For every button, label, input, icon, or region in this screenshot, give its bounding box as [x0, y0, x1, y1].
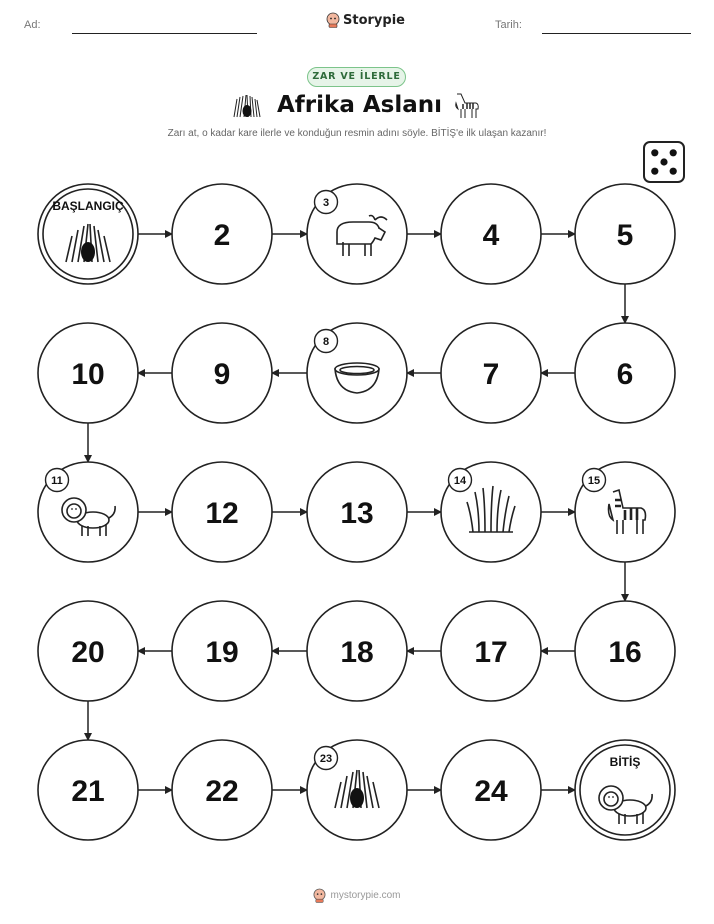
square-number: 4: [482, 219, 500, 252]
square-number: 5: [616, 219, 634, 252]
board-square[interactable]: [38, 323, 138, 423]
board-square[interactable]: [172, 184, 272, 284]
start-label: BAŞLANGIÇ: [52, 199, 124, 213]
square-number: 15: [587, 475, 601, 487]
square-number: 22: [205, 775, 239, 808]
dice-icon: [644, 142, 684, 182]
square-number: 12: [205, 497, 239, 530]
square-number: 9: [213, 358, 231, 391]
board-square[interactable]: [307, 323, 407, 423]
square-number: 8: [322, 336, 330, 348]
board-square[interactable]: [441, 323, 541, 423]
game-type-badge: ZAR VE İLERLE: [307, 67, 406, 87]
storypie-mascot-icon: [313, 888, 326, 903]
square-number: 20: [71, 636, 105, 669]
square-number: 17: [474, 636, 508, 669]
square-number: 21: [71, 775, 105, 808]
board-square[interactable]: [172, 323, 272, 423]
page-title: Afrika Aslanı: [277, 92, 443, 118]
board-square[interactable]: [307, 740, 407, 840]
board-square[interactable]: [575, 323, 675, 423]
board-square[interactable]: [575, 184, 675, 284]
board-square[interactable]: [172, 740, 272, 840]
board-square[interactable]: [38, 462, 138, 562]
date-label: Tarih:: [495, 19, 522, 31]
name-label: Ad:: [24, 19, 41, 31]
square-number: 6: [616, 358, 634, 391]
square-number: 3: [322, 197, 330, 209]
start-square[interactable]: [38, 184, 138, 284]
board-square[interactable]: [172, 601, 272, 701]
board-square[interactable]: [307, 462, 407, 562]
board-square[interactable]: [38, 601, 138, 701]
board-square[interactable]: [307, 601, 407, 701]
board-square[interactable]: [38, 740, 138, 840]
square-number: 7: [482, 358, 500, 391]
board-square[interactable]: [441, 184, 541, 284]
square-number: 18: [340, 636, 374, 669]
finish-square[interactable]: [575, 740, 675, 840]
square-number: 11: [51, 475, 63, 487]
brand-name: Storypie: [343, 12, 405, 28]
board-square[interactable]: [307, 184, 407, 284]
square-number: 14: [453, 475, 467, 487]
board-square[interactable]: [441, 601, 541, 701]
board-square[interactable]: [172, 462, 272, 562]
finish-label: BİTİŞ: [609, 755, 641, 769]
footer: [0, 888, 714, 903]
square-number: 19: [205, 636, 239, 669]
square-number: 24: [474, 775, 508, 808]
footer-url[interactable]: mystorypie.com: [330, 890, 401, 901]
square-number: 13: [340, 497, 374, 530]
board-square[interactable]: [575, 601, 675, 701]
square-number: 2: [213, 219, 231, 252]
square-number: 10: [71, 358, 105, 391]
board-square[interactable]: [441, 462, 541, 562]
square-number: 16: [608, 636, 642, 669]
board-square[interactable]: [441, 740, 541, 840]
board-square[interactable]: [575, 462, 675, 562]
square-number: 23: [319, 753, 333, 765]
instructions-text: Zarı at, o kadar kare ilerle ve konduğun resmin adını söyle. BİTİŞ'e ilk ulaşan kazanır!: [167, 128, 547, 139]
